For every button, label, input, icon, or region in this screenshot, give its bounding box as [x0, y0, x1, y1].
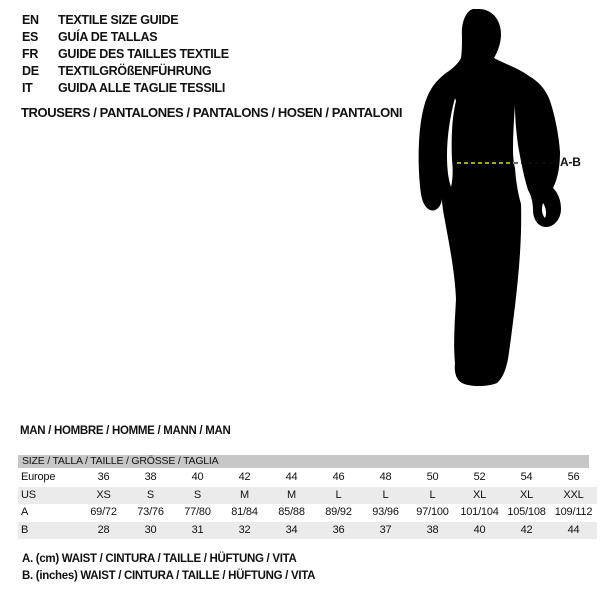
size-cell: 105/108 [507, 506, 546, 518]
language-row [22, 63, 229, 80]
size-cell: XXL [563, 488, 584, 501]
size-cell: 38 [144, 471, 157, 483]
man-silhouette-body [419, 9, 561, 386]
language-text: GUIDE DES TAILLES TEXTILE [58, 47, 229, 61]
size-cell: 28 [97, 523, 110, 536]
size-cell: 31 [191, 523, 204, 536]
size-cell: M [240, 488, 249, 501]
size-cell: 56 [567, 471, 580, 483]
row-label: A [21, 506, 29, 518]
category-title: TROUSERS / PANTALONES / PANTALONS / HOSEN / PANTALONI [21, 105, 403, 120]
size-cell: 30 [144, 523, 157, 536]
size-table-body [18, 469, 597, 539]
size-cell: 42 [238, 471, 251, 483]
size-cell: 93/96 [372, 506, 399, 518]
size-cell: 36 [332, 523, 345, 536]
size-cell: 46 [332, 471, 345, 483]
size-cell: 109/112 [554, 506, 593, 518]
size-cell: 85/88 [278, 506, 305, 518]
language-text: GUÍA DE TALLAS [58, 30, 158, 44]
language-row [22, 29, 229, 46]
size-table-header: SIZE / TALLA / TAILLE / GRÖSSE / TAGLIA [18, 455, 589, 468]
size-cell: 81/84 [231, 506, 258, 518]
size-cell: 36 [97, 471, 110, 483]
size-cell: 73/76 [137, 506, 164, 518]
size-cell: XL [519, 488, 534, 501]
size-cell: 69/72 [90, 506, 117, 518]
size-cell: S [193, 488, 202, 501]
size-cell: 37 [379, 523, 392, 536]
table-row [18, 522, 597, 540]
language-row [22, 12, 229, 29]
language-code: FR [22, 47, 39, 61]
table-row [18, 504, 597, 522]
size-cell: 50 [426, 471, 439, 483]
size-cell: L [429, 488, 436, 501]
table-row [18, 487, 597, 505]
note-b: B. (inches) WAIST / CINTURA / TAILLE / HÜFTUNG / VITA [22, 570, 316, 582]
language-row [22, 80, 229, 97]
size-cell: 52 [473, 471, 486, 483]
size-cell: 40 [191, 471, 204, 483]
language-row [22, 46, 229, 63]
size-cell: 54 [520, 471, 533, 483]
measurement-notes [22, 551, 315, 585]
size-cell: 44 [567, 523, 580, 536]
language-text: GUIDA ALLE TAGLIE TESSILI [58, 81, 226, 95]
language-code: EN [22, 13, 39, 27]
size-cell: 38 [426, 523, 439, 536]
size-cell: L [335, 488, 342, 501]
language-list [22, 12, 229, 97]
size-cell: 40 [473, 523, 486, 536]
size-cell: 101/104 [460, 506, 499, 518]
measure-label: A-B [560, 155, 581, 169]
row-label: B [21, 523, 29, 536]
language-code: DE [22, 64, 39, 78]
gender-title: MAN / HOMBRE / HOMME / MANN / MAN [20, 425, 231, 437]
size-cell: S [146, 488, 155, 501]
note-a: A. (cm) WAIST / CINTURA / TAILLE / HÜFTUNG / VITA [22, 553, 297, 565]
size-cell: 32 [238, 523, 251, 536]
man-silhouette-icon [400, 0, 600, 420]
size-cell: 44 [285, 471, 298, 483]
size-cell: 97/100 [416, 506, 449, 518]
size-table [18, 455, 597, 539]
size-cell: 34 [285, 523, 298, 536]
language-code: ES [22, 30, 39, 44]
row-label: US [21, 488, 36, 501]
row-label: Europe [21, 471, 56, 483]
size-cell: L [382, 488, 389, 501]
size-cell: 77/80 [184, 506, 211, 518]
language-code: IT [22, 81, 33, 95]
table-row [18, 469, 597, 487]
size-cell: 89/92 [325, 506, 352, 518]
size-cell: XL [472, 488, 487, 501]
size-cell: 42 [520, 523, 533, 536]
size-cell: M [287, 488, 296, 501]
language-text: TEXTILGRÖßENFÜHRUNG [58, 64, 212, 78]
size-cell: XS [96, 488, 111, 501]
size-cell: 48 [379, 471, 392, 483]
language-text: TEXTILE SIZE GUIDE [58, 13, 179, 27]
